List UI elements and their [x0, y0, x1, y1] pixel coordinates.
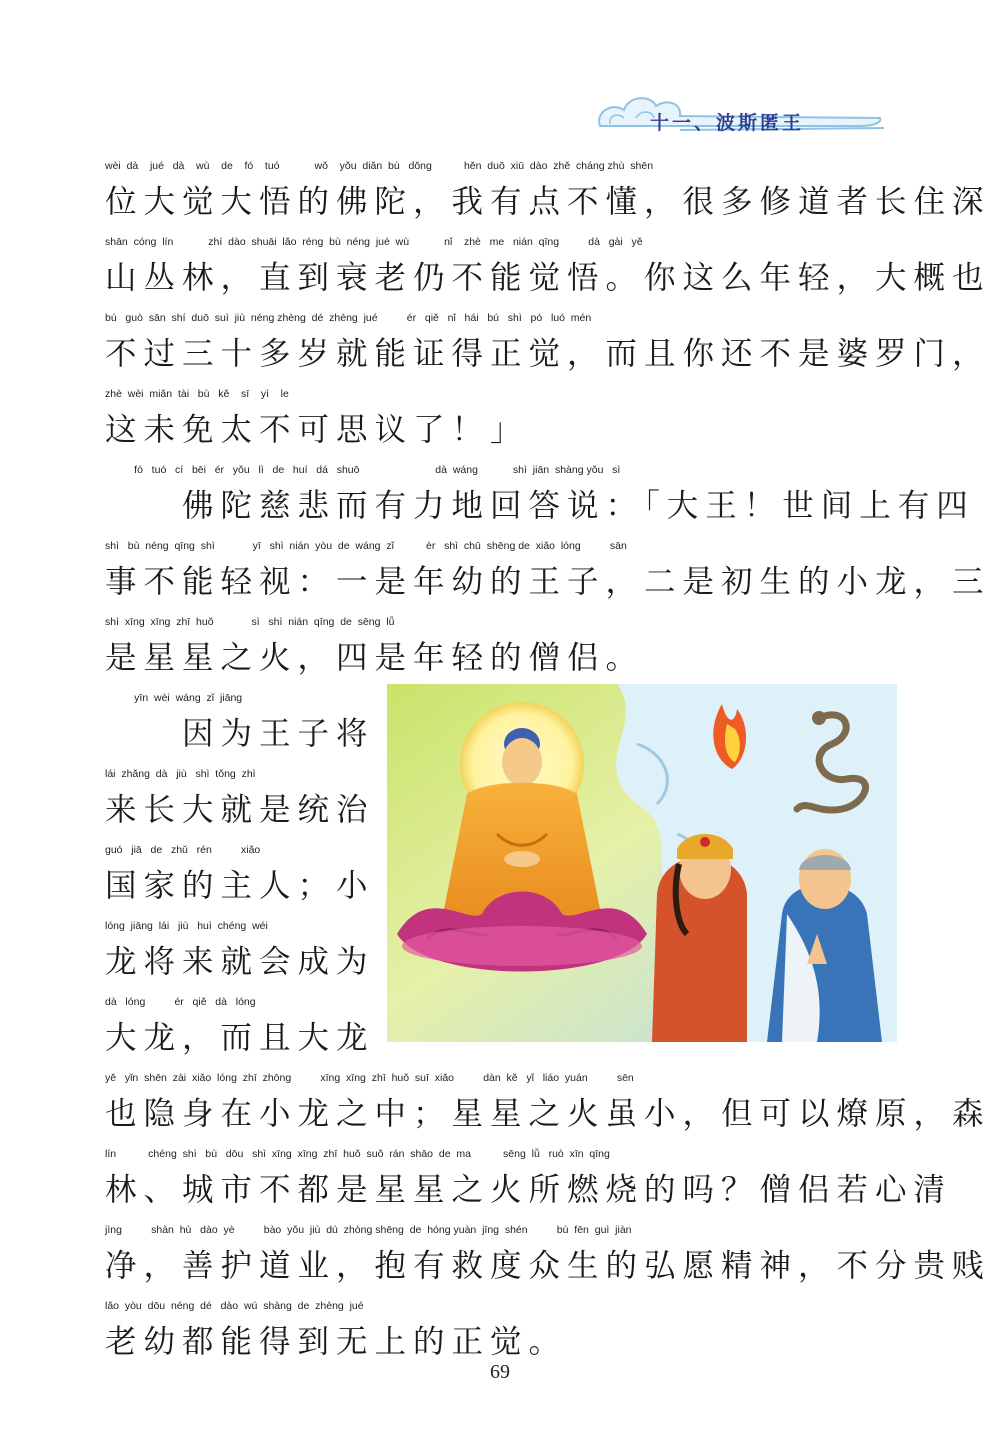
hanzi-line: 位大觉大悟的佛陀，我有点不懂，很多修道者长住深	[105, 184, 991, 220]
pinyin-line: lǎo yòu dōu néng dé dào wú shàng de zhèng jué	[105, 1300, 364, 1312]
text-line	[105, 312, 991, 374]
pinyin-line: lín chéng shì bù dōu shì xīng xīng zhī huǒ suǒ rán shāo de ma sēng lǚ ruò xīn qīng	[105, 1148, 610, 1160]
text-line	[105, 616, 644, 678]
pinyin-line: bú guò sān shí duō suì jiù néng zhèng dé zhèng jué ér qiě nǐ hái bú shì pó luó mén	[105, 312, 592, 324]
pinyin-line: shì xīng xīng zhī huǒ sì shì nián qīng de sēng lǚ	[105, 616, 395, 628]
text-line	[105, 996, 375, 1058]
hanzi-line: 林、城市不都是星星之火所燃烧的吗？僧侣若心清	[105, 1172, 953, 1208]
pinyin-line: zhè wèi miǎn tài bù kě sī yì le	[105, 388, 289, 400]
page-number: 69	[490, 1361, 510, 1383]
hanzi-line: 因为王子将	[105, 716, 375, 752]
pinyin-line: jìng shàn hù dào yè bào yǒu jiù dù zhòng shēng de hóng yuàn jīng shén bù fēn guì jiàn	[105, 1224, 632, 1236]
pinyin-line: lóng jiāng lái jiù huì chéng wéi	[105, 920, 268, 932]
text-line	[105, 160, 991, 222]
pinyin-line: yě yǐn shēn zài xiǎo lóng zhī zhōng xīng xīng zhī huǒ suī xiǎo dàn kě yǐ liáo yuán sēn	[105, 1072, 634, 1084]
text-line	[105, 1300, 567, 1362]
chapter-title: 十一、波斯匿王	[650, 112, 805, 134]
hanzi-line: 是星星之火，四是年轻的僧侣。	[105, 640, 645, 676]
hanzi-line: 大龙，而且大龙	[105, 1020, 375, 1056]
pinyin-line: yīn wèi wáng zǐ jiāng	[105, 692, 243, 704]
chapter-header	[590, 88, 890, 148]
pinyin-line: fó tuó cí bēi ér yǒu lì de huí dá shuō dà wáng shì jiān shàng yǒu sì	[105, 464, 621, 476]
hanzi-line: 净，善护道业，抱有救度众生的弘愿精神，不分贵贱	[105, 1248, 991, 1284]
hanzi-line: 也隐身在小龙之中；星星之火虽小，但可以燎原，森	[105, 1096, 991, 1132]
text-line	[105, 388, 529, 450]
text-line	[105, 692, 375, 754]
text-line	[105, 540, 991, 602]
hanzi-line: 这未免太不可思议了！」	[105, 412, 529, 448]
text-line	[105, 1072, 991, 1134]
text-line	[105, 920, 375, 982]
hanzi-line: 国家的主人；小	[105, 868, 375, 904]
hanzi-line: 山丛林，直到衰老仍不能觉悟。你这么年轻，大概也	[105, 260, 991, 296]
pinyin-line: guó jiā de zhǔ rén xiǎo	[105, 844, 261, 856]
text-line	[105, 464, 975, 526]
hanzi-line: 来长大就是统治	[105, 792, 375, 828]
hanzi-line: 龙将来就会成为	[105, 944, 375, 980]
pinyin-line: shì bù néng qīng shì yī shì nián yòu de wáng zǐ èr shì chū shēng de xiǎo lóng sān	[105, 540, 627, 552]
hanzi-line: 事不能轻视：一是年幼的王子，二是初生的小龙，三	[105, 564, 991, 600]
pinyin-line: shān cóng lín zhí dào shuāi lǎo réng bù néng jué wù nǐ zhè me nián qīng dà gài yě	[105, 236, 643, 248]
buddha-illustration	[387, 684, 897, 1042]
pinyin-line: dà lóng ér qiě dà lóng	[105, 996, 256, 1008]
text-line	[105, 768, 375, 830]
text-line	[105, 236, 991, 298]
hanzi-line: 不过三十多岁就能证得正觉，而且你还不是婆罗门，	[105, 336, 991, 372]
hanzi-line: 老幼都能得到无上的正觉。	[105, 1324, 568, 1360]
pinyin-line: lái zhǎng dà jiù shì tǒng zhì	[105, 768, 256, 780]
hanzi-line: 佛陀慈悲而有力地回答说：「大王！世间上有四	[105, 488, 975, 524]
text-line	[105, 1148, 952, 1210]
pinyin-line: wèi dà jué dà wù de fó tuó wǒ yǒu diǎn bù dǒng hěn duō xiū dào zhě cháng zhù shēn	[105, 160, 654, 172]
text-line	[105, 1224, 991, 1286]
text-line	[105, 844, 375, 906]
